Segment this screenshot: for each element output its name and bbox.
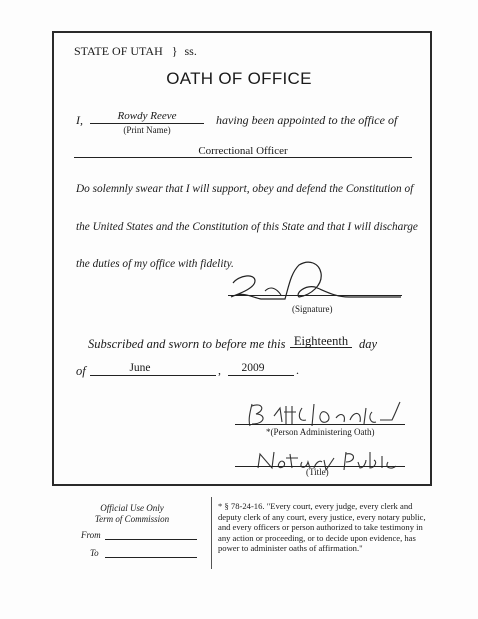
oath-line-1: Do solemnly swear that I will support, obey and defend the Constitution of: [76, 183, 414, 195]
sworn-text: Subscribed and sworn to before me this: [88, 337, 286, 351]
administrator-caption: *(Person Administering Oath): [266, 427, 375, 437]
to-field[interactable]: [105, 548, 197, 558]
term-of-commission: Term of Commission: [94, 514, 170, 524]
print-name-caption: (Print Name): [123, 125, 171, 135]
title-caption: (Title): [306, 467, 329, 477]
brace: }: [171, 44, 178, 58]
date-comma: ,: [218, 363, 221, 377]
day-value: Eighteenth: [293, 334, 349, 348]
from-field[interactable]: [105, 530, 197, 540]
oath-line-3: the duties of my office with fidelity.: [76, 258, 234, 270]
appointment-prefix: I,: [76, 113, 83, 127]
page-title: OATH OF OFFICE: [166, 69, 312, 88]
ss-label: ss.: [184, 44, 197, 58]
of-word: of: [76, 364, 86, 378]
appointment-suffix: having been appointed to the office of: [216, 113, 398, 127]
administrator-line: [235, 415, 405, 425]
month-value: June: [129, 362, 151, 374]
from-label: From: [81, 530, 101, 540]
oath-line-2: the United States and the Constitution of this State and that I will discharge: [76, 221, 418, 233]
year-value: 2009: [241, 362, 265, 374]
day-word: day: [359, 337, 378, 351]
footer-divider: [211, 497, 212, 569]
signature-caption: (Signature): [292, 304, 333, 314]
statute-footnote: * § 78-24-16. "Every court, every judge, every clerk and deputy clerk of any court, every justice, every notary public, and every officers or person authorized to take testimony in any action or proceeding, or to decide upon evidence, has power to administer oaths of affirmation.": [218, 501, 426, 554]
office-underline: [74, 146, 412, 158]
office-title: Correctional Officer: [198, 145, 288, 157]
to-label: To: [90, 548, 99, 558]
state-line: STATE OF UTAH: [74, 44, 163, 58]
title-line: [235, 457, 405, 467]
official-use-heading: Official Use Only: [100, 503, 164, 513]
oath-taker-signature: [225, 255, 405, 310]
date-period: .: [296, 363, 299, 377]
signature-line: [228, 286, 402, 296]
venue-header: [74, 44, 197, 59]
printed-name: Rowdy Reeve: [117, 110, 177, 122]
